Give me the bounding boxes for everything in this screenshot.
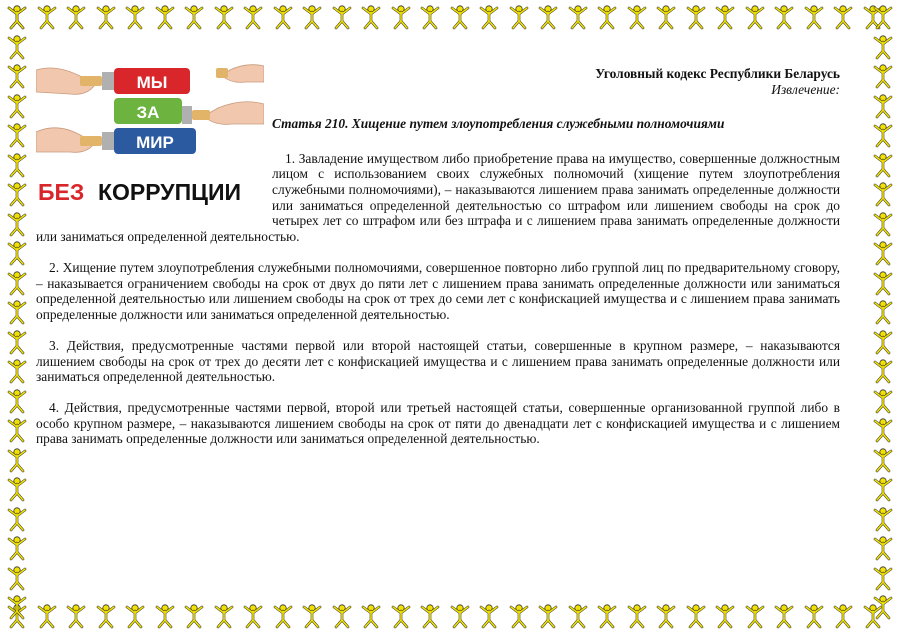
border-top xyxy=(0,0,900,34)
border-figure-icon xyxy=(4,181,30,207)
border-figure-icon xyxy=(565,603,591,629)
border-figure-icon xyxy=(122,603,148,629)
border-figure-icon xyxy=(870,152,896,178)
border-figure-icon xyxy=(240,4,266,30)
border-figure-icon xyxy=(870,594,896,620)
border-figure-icon xyxy=(870,388,896,414)
border-figure-icon xyxy=(34,4,60,30)
banner-word-1: МЫ xyxy=(136,73,168,92)
border-figure-icon xyxy=(4,358,30,384)
border-figure-icon xyxy=(870,417,896,443)
border-figure-icon xyxy=(4,211,30,237)
border-figure-icon xyxy=(211,4,237,30)
border-figure-icon xyxy=(870,211,896,237)
border-figure-icon xyxy=(329,4,355,30)
article-paragraph-2: 2. Хищение путем злоупотребления служебными полномочиями, совершенное повторно либо группой лиц по предварительному сговору, – наказывается ограничением свободы на срок от двух до пяти лет с лишением права занимать определенные должности или заниматься определенной деятельностью или лишением свободы на срок от трех до семи лет с конфискацией имущества и с лишением права занимать определенные должности или заниматься определенной деятельностью. xyxy=(36,259,840,322)
border-figure-icon xyxy=(447,603,473,629)
border-figure-icon xyxy=(742,4,768,30)
border-figure-icon xyxy=(4,270,30,296)
border-figure-icon xyxy=(565,4,591,30)
border-figure-icon xyxy=(870,270,896,296)
brush-handle-icon xyxy=(80,76,102,86)
border-figure-icon xyxy=(771,4,797,30)
article-title: Статья 210. Хищение путем злоупотребления служебными полномочиями xyxy=(272,116,725,132)
border-figure-icon xyxy=(683,603,709,629)
border-figure-icon xyxy=(417,603,443,629)
border-figure-icon xyxy=(870,34,896,60)
border-right xyxy=(866,0,900,633)
border-figure-icon xyxy=(506,603,532,629)
border-figure-icon xyxy=(771,603,797,629)
border-left xyxy=(0,0,34,633)
border-figure-icon xyxy=(63,4,89,30)
border-figure-icon xyxy=(801,603,827,629)
border-figure-icon xyxy=(63,603,89,629)
banner-illustration xyxy=(36,62,264,222)
border-figure-icon xyxy=(624,603,650,629)
border-figure-icon xyxy=(653,603,679,629)
border-figure-icon xyxy=(476,603,502,629)
border-figure-icon xyxy=(870,447,896,473)
article-paragraph-4: 4. Действия, предусмотренные частями первой, второй или третьей настоящей статьи, совершенные организованной группой либо в особо крупном размере, – наказываются лишением свободы на срок от пяти до двенадцати лет с конфискацией имущества и с лишением права занимать определенные должности или заниматься определенной деятельностью. xyxy=(36,400,840,447)
border-figure-icon xyxy=(4,240,30,266)
border-figure-icon xyxy=(870,358,896,384)
border-figure-icon xyxy=(388,4,414,30)
banner-word-2: ЗА xyxy=(136,103,160,122)
border-figure-icon xyxy=(4,476,30,502)
border-figure-icon xyxy=(870,4,896,30)
border-figure-icon xyxy=(653,4,679,30)
border-figure-icon xyxy=(152,4,178,30)
border-figure-icon xyxy=(594,4,620,30)
border-figure-icon xyxy=(870,565,896,591)
border-figure-icon xyxy=(299,603,325,629)
border-figure-icon xyxy=(181,603,207,629)
border-figure-icon xyxy=(870,181,896,207)
document-body xyxy=(36,66,840,463)
border-bottom xyxy=(0,599,900,633)
border-figure-icon xyxy=(683,4,709,30)
hand-right-top-icon xyxy=(222,65,264,83)
border-figure-icon xyxy=(388,603,414,629)
border-figure-icon xyxy=(4,34,30,60)
border-figure-icon xyxy=(93,603,119,629)
border-figure-icon xyxy=(240,603,266,629)
border-figure-icon xyxy=(447,4,473,30)
border-figure-icon xyxy=(4,535,30,561)
border-figure-icon xyxy=(122,4,148,30)
code-title: Уголовный кодекс Республики Беларусь xyxy=(595,66,840,81)
border-figure-icon xyxy=(870,299,896,325)
border-figure-icon xyxy=(4,93,30,119)
border-figure-icon xyxy=(4,447,30,473)
banner-slogan-prefix: БЕЗ xyxy=(38,179,85,205)
border-figure-icon xyxy=(870,240,896,266)
border-figure-icon xyxy=(4,417,30,443)
border-figure-icon xyxy=(417,4,443,30)
border-figure-icon xyxy=(830,603,856,629)
border-figure-icon xyxy=(4,388,30,414)
border-figure-icon xyxy=(870,93,896,119)
border-figure-icon xyxy=(211,603,237,629)
border-figure-icon xyxy=(329,603,355,629)
border-figure-icon xyxy=(4,4,30,30)
border-figure-icon xyxy=(299,4,325,30)
border-figure-icon xyxy=(4,506,30,532)
border-figure-icon xyxy=(870,506,896,532)
border-figure-icon xyxy=(34,603,60,629)
border-figure-icon xyxy=(712,4,738,30)
article-paragraph-3: 3. Действия, предусмотренные частями первой или второй настоящей статьи, совершенные в крупном размере, – наказываются лишением свободы на срок от трех до десяти лет с конфискацией имущества и с лишением права занимать определенные должности или заниматься определенной деятельностью. xyxy=(36,337,840,385)
border-figure-icon xyxy=(4,122,30,148)
banner-word-3: МИР xyxy=(136,133,174,152)
border-figure-icon xyxy=(594,603,620,629)
border-figure-icon xyxy=(535,603,561,629)
border-figure-icon xyxy=(270,603,296,629)
border-figure-icon xyxy=(4,152,30,178)
border-figure-icon xyxy=(4,594,30,620)
border-figure-icon xyxy=(358,603,384,629)
border-figure-icon xyxy=(4,299,30,325)
border-figure-icon xyxy=(870,329,896,355)
border-figure-icon xyxy=(830,4,856,30)
border-figure-icon xyxy=(152,603,178,629)
border-figure-icon xyxy=(870,63,896,89)
border-figure-icon xyxy=(624,4,650,30)
hand-right-middle-icon xyxy=(204,102,264,125)
code-subtitle: Извлечение: xyxy=(771,81,840,97)
border-figure-icon xyxy=(270,4,296,30)
anti-corruption-banner xyxy=(36,62,264,222)
border-figure-icon xyxy=(4,63,30,89)
border-figure-icon xyxy=(870,476,896,502)
border-figure-icon xyxy=(712,603,738,629)
banner-slogan-word: КОРРУПЦИИ xyxy=(98,179,242,205)
border-figure-icon xyxy=(476,4,502,30)
border-figure-icon xyxy=(93,4,119,30)
border-figure-icon xyxy=(4,565,30,591)
border-figure-icon xyxy=(4,329,30,355)
border-figure-icon xyxy=(358,4,384,30)
border-figure-icon xyxy=(535,4,561,30)
border-figure-icon xyxy=(181,4,207,30)
border-figure-icon xyxy=(506,4,532,30)
article-paragraph-1: 1. Завладение имуществом либо приобретение права на имущество, совершенные должностным лицом с использованием своих служебных полномочий (хищение путем злоупотребления служебными полномочиями), – наказываются лишением права занимать определенные должности или заниматься определенной деятельностью со штрафом или лишением свободы на срок до четырех лет со штрафом или без штрафа и с лишением права занимать определенные должности или заниматься определенной деятельностью. xyxy=(36,150,840,244)
border-figure-icon xyxy=(870,535,896,561)
border-figure-icon xyxy=(870,122,896,148)
border-figure-icon xyxy=(742,603,768,629)
border-figure-icon xyxy=(801,4,827,30)
